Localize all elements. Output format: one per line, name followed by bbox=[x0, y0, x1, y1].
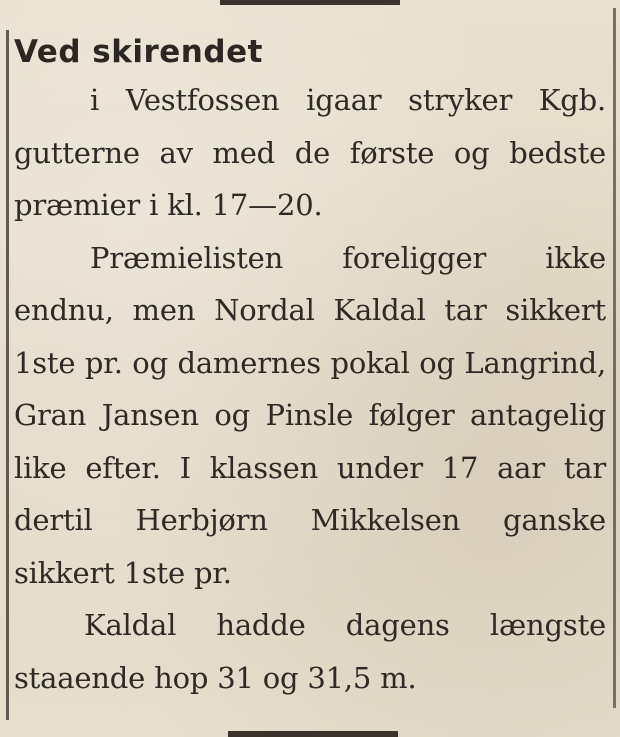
article-paragraph-2: Præmielisten foreligger ikke endnu, men Nordal Kaldal tar sikkert 1ste pr. og damernes pokal og Langrind, Gran Jansen og Pinsle følger antagelig like efter. I klassen under 17 aar tar dertil Herbjørn Mikkelsen ganske sikkert 1ste pr. bbox=[14, 240, 606, 590]
article-paragraph-3: Kaldal hadde dagens længste staaende hop 31 og 31,5 m. bbox=[14, 608, 606, 695]
left-column-border bbox=[6, 30, 9, 720]
bottom-column-rule bbox=[228, 731, 398, 737]
news-article bbox=[14, 30, 606, 704]
article-headline: Ved skirendet bbox=[14, 34, 263, 70]
top-column-rule bbox=[220, 0, 400, 5]
article-paragraph-1: i Vestfossen igaar stryker Kgb. gutterne av med de første og bedste præmier i kl. 17—20. bbox=[14, 83, 606, 222]
right-column-border bbox=[613, 8, 616, 708]
